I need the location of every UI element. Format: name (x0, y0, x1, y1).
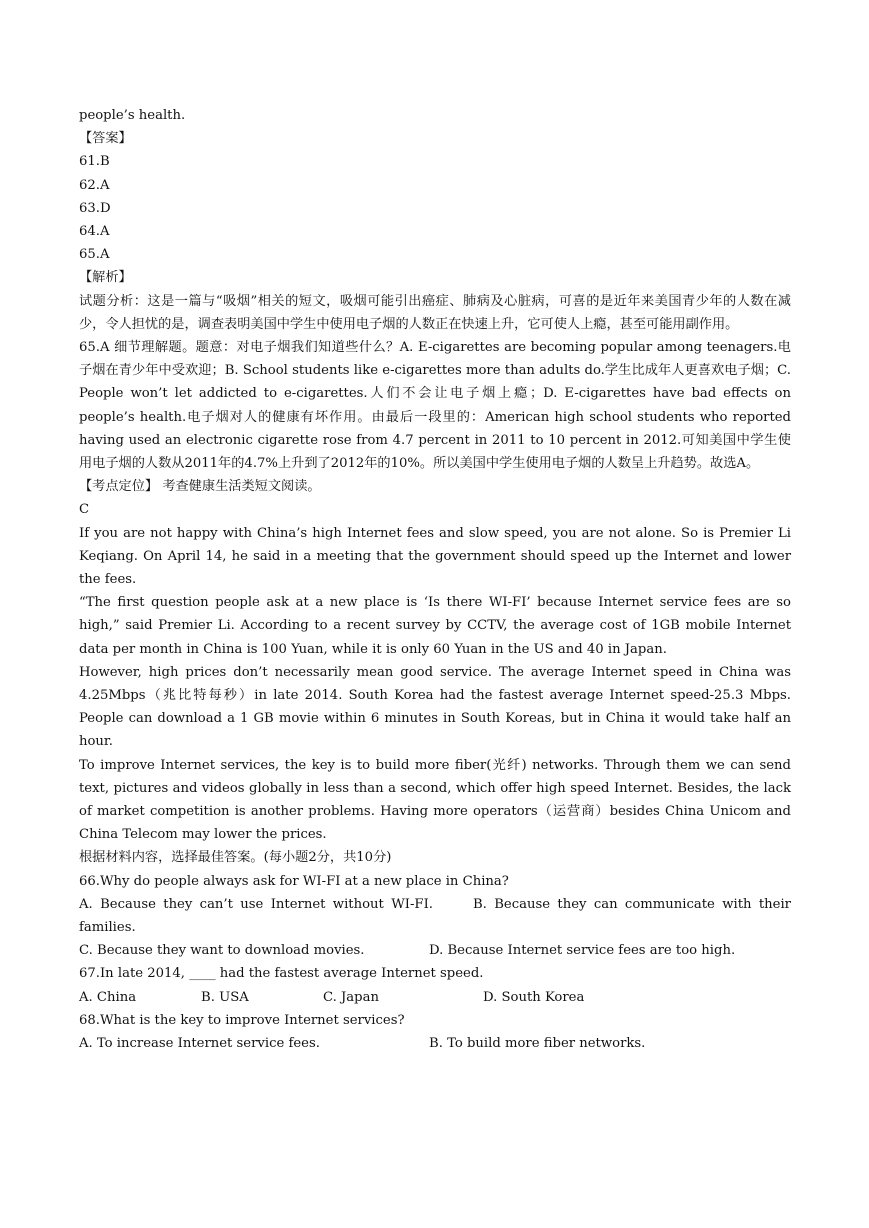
option-66d: D. Because Internet service fees are too high. (429, 943, 736, 959)
option-66c: C. Because they want to download movies. (79, 943, 365, 959)
analysis-paragraph: 试题分析：这是一篇与“吸烟”相关的短文，吸烟可能引出癌症、肺病及心脏病，可喜的是近年来美国青少年的人数在减少，令人担忧的是，调查表明美国中学生中使用电子烟的人数正在快速上升，它可使人上瘾，甚至可能用副作用。 (79, 293, 791, 332)
question-67-options (79, 986, 791, 1009)
question-68: 68.What is the key to improve Internet services? (79, 1012, 405, 1028)
exam-point-line: 【考点定位】 考查健康生活类短文阅读。 (79, 479, 321, 495)
option-66a: A. Because they can’t use Internet without WI-FI. (79, 896, 433, 912)
section-letter: C (79, 502, 90, 518)
answer-63: 63.D (79, 200, 111, 216)
option-66b: B. Because they can communicate with their families. (79, 896, 791, 935)
analysis-65-paragraph: 65.A 细节理解题。题意：对电子烟我们知道些什么？A. E-cigarettes are becoming popular among teenagers.电子烟在青少年中受欢迎；B. School students like e-cigarettes more than adults do.学生比成年人更喜欢电子烟；C. People won’t let addicted to e-cigarettes.人们不会让电子烟上瘾；D. E-cigarettes have bad effects on people’s health.电子烟对人的健康有坏作用。由最后一段里的：American high school students who reported having used an electronic cigarette rose from 4.7 percent in 2011 to 10 percent in 2012.可知美国中学生使用电子烟的人数从2011年的4.7%上升到了2012年的10%。所以美国中学生使用电子烟的人数呈上升趋势。故选A。 (79, 339, 791, 471)
option-67c: C. Japan (323, 989, 379, 1005)
option-68b: B. To build more fiber networks. (429, 1035, 646, 1051)
passage-paragraph-3: However, high prices don’t necessarily mean good service. The average Internet speed in China was 4.25Mbps（兆比特每秒）in late 2014. South Korea had the fastest average Internet speed-25.3 Mbps. People can download a 1 GB movie within 6 minutes in South Koreas, but in China it would take half an hour. (79, 664, 791, 750)
analysis-heading: 【解析】 (79, 270, 132, 286)
question-67: 67.In late 2014, ____ had the fastest average Internet speed. (79, 966, 484, 982)
question-66-options-cd (79, 939, 791, 962)
question-66-options-ab (79, 893, 791, 939)
answer-heading: 【答案】 (79, 131, 132, 147)
option-67b: B. USA (201, 989, 249, 1005)
passage-paragraph-2: “The first question people ask at a new place is ‘Is there WI-FI’ because Internet service fees are so high,” said Premier Li. According to a recent survey by CCTV, the average cost of 1GB mobile Internet data per month in China is 100 Yuan, while it is only 60 Yuan in the US and 40 in Japan. (79, 595, 791, 657)
option-67d: D. South Korea (483, 989, 585, 1005)
option-67a: A. China (79, 989, 137, 1005)
answer-64: 64.A (79, 223, 110, 239)
passage-paragraph-1: If you are not happy with China’s high Internet fees and slow speed, you are not alone. So is Premier Li Keqiang. On April 14, he said in a meeting that the government should speed up the Internet and lower the fees. (79, 525, 791, 587)
instructions: 根据材料内容，选择最佳答案。(每小题2分，共10分) (79, 850, 392, 866)
text-line: people’s health. (79, 108, 186, 123)
answer-61: 61.B (79, 154, 110, 170)
question-66: 66.Why do people always ask for WI-FI at a new place in China? (79, 873, 509, 889)
passage-paragraph-4: To improve Internet services, the key is to build more fiber(光纤) networks. Through them we can send text, pictures and videos globally in less than a second, which offer high speed Internet. Besides, the lack of market competition is another problems. Having more operators（运营商）besides China Unicom and China Telecom may lower the prices. (79, 757, 791, 843)
answer-65: 65.A (79, 247, 110, 263)
answer-62: 62.A (79, 177, 110, 193)
question-68-options (79, 1032, 791, 1055)
option-68a: A. To increase Internet service fees. (79, 1035, 320, 1051)
document-page (79, 104, 791, 1055)
